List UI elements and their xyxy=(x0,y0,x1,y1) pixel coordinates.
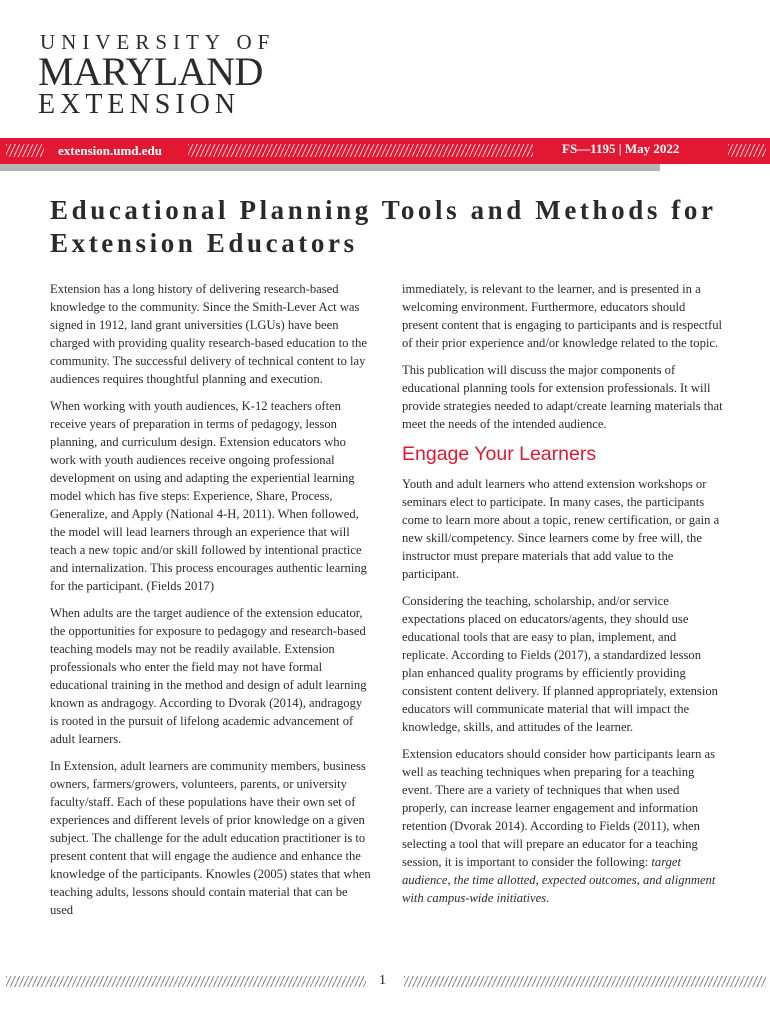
paragraph: This publication will discuss the major components of educational planning tools for extension professionals. It will provide strategies needed to adapt/create learning materials that meet the needs of the intended audience. xyxy=(402,363,723,431)
left-column xyxy=(50,280,372,928)
paragraph: When working with youth audiences, K-12 teachers often receive years of preparation in terms of pedagogy, lesson planning, and curriculum design. Extension educators who work with youth audiences receive ongoing professional development on using and adapting the experiential learning model which has five steps: Experience, Share, Process, Generalize, and Apply (National 4-H, 2011). When followed, the model will lead learners through an experience that will teach a new topic and/or skill followed by intentional practice and internalization. This process encourages authentic learning for the participant. (Fields 2017) xyxy=(50,399,367,593)
hatch-decoration xyxy=(6,144,44,157)
logo-line-maryland: MARYLAND xyxy=(38,49,263,94)
header-band-shadow xyxy=(0,164,660,171)
paragraph: immediately, is relevant to the learner, and is presented in a welcoming environment. Furthermore, educators should present content that is engaging to participants and is respectful of their prior experience and/or knowledge related to the topic. xyxy=(402,282,722,350)
right-column xyxy=(402,280,724,916)
logo-line-extension: EXTENSION xyxy=(38,89,241,120)
section-heading: Engage Your Learners xyxy=(402,443,597,465)
paragraph xyxy=(402,745,724,907)
header-band xyxy=(0,138,770,164)
logo-line-university-of: UNIVERSITY OF xyxy=(40,30,276,54)
paragraph-end: . xyxy=(546,891,550,905)
paragraph: Considering the teaching, scholarship, and/or service expectations placed on educators/agents, they should use educational tools that are easy to plan, implement, and replicate. According to Fields (2017), a standardized lesson plan enhanced quality programs by efficiently providing consistent content delivery. If planned appropriately, extension educators will communicate material that will impact the knowledge, skills, and attitudes of the learner. xyxy=(402,594,718,734)
footer-hatch-left xyxy=(6,976,366,987)
paragraph: In Extension, adult learners are community members, business owners, farmers/growers, volunteers, parents, or university faculty/staff. Each of these populations have their own set of experiences and different levels of prior knowledge on a given subject. The challenge for the adult education practitioner is to present content that will engage the audience and enhance the knowledge of the participants. Knowles (2005) states that when teaching adults, lessons should contain material that can be used xyxy=(50,759,371,917)
page-title: Educational Planning Tools and Methods for Extension Educators xyxy=(50,195,717,258)
paragraph-text: Extension educators should consider how participants learn as well as teaching techniques when preparing for a teaching event. There are a variety of techniques that when used properly, can increase learner engagement and information retention (Dvorak 2014). According to Fields (2011), when selecting a tool that will prepare an educator for a teaching session, it is important to consider the following: xyxy=(402,747,716,869)
paragraph-italic-text: target audience, the time allotted, expected outcomes, and alignment with campus-wide initiatives xyxy=(402,855,716,905)
page-number: 1 xyxy=(379,973,386,988)
fact-sheet-number: FS—1195 | May 2022 xyxy=(562,141,680,156)
paragraph: When adults are the target audience of the extension educator, the opportunities for exposure to pedagogy and research-based teaching models may not be readily available. Extension professionals who enter the field may not have formal educational training in the method and design of adult learning known as andragogy. According to Dvorak (2014), andragogy is rooted in the pursuit of lifelong academic advancement of adult learners. xyxy=(50,606,367,746)
hatch-decoration xyxy=(188,144,533,157)
footer-hatch-right xyxy=(404,976,766,987)
website-link[interactable]: extension.umd.edu xyxy=(58,143,163,158)
hatch-decoration xyxy=(728,144,766,157)
paragraph: Extension has a long history of delivering research-based knowledge to the community. Since the Smith-Lever Act was signed in 1912, land grant universities (LGUs) have been charged with providing quality research-based education to the community. The successful delivery of technical content to lay audiences requires thoughtful planning and execution. xyxy=(50,282,367,386)
paragraph: Youth and adult learners who attend extension workshops or seminars elect to participate. In many cases, the participants come to learn more about a topic, renew certification, or gain a new skill/competency. Since learners come by free will, the instructor must prepare materials that add value to the participant. xyxy=(402,477,720,581)
